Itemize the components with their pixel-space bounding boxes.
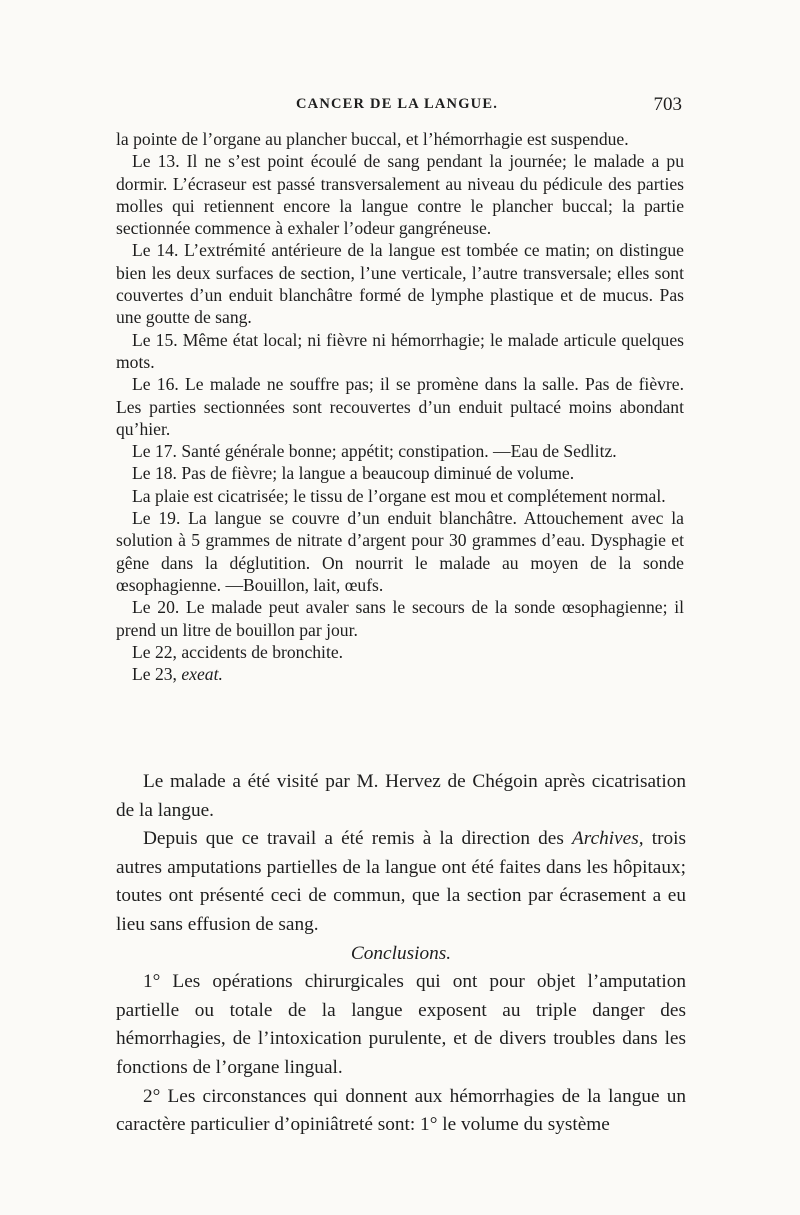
observation-paragraph: la pointe de l’organe au plancher buccal, et l’hémorrhagie est suspendue. (116, 129, 629, 149)
page-header (116, 96, 688, 118)
page-number: 703 (653, 94, 682, 115)
observation-paragraph: Le 14. L’extrémité antérieure de la langue est tombée ce matin; on distingue bien les deux surfaces de section, l’une verticale, l’autre transversale; elles sont couvertes d’un enduit blanchâtre formé de lymphe plastique et de mucus. Pas une goutte de sang. (116, 240, 684, 328)
observation-paragraph: Le 20. Le malade peut avaler sans le secours de la sonde œsophagienne; il prend un litre de bouillon par jour. (116, 597, 684, 640)
closing-paragraph: Le malade a été visité par M. Hervez de Chégoin après cicatrisation de la langue. (116, 771, 686, 821)
observation-paragraph: Le 19. La langue se couvre d’un enduit blanchâtre. Attouchement avec la solution à 5 grammes de nitrate d’argent pour 30 grammes d’eau. Dysphagie et gêne dans la déglutition. On nourrit le malade au moyen de la sonde œsophagienne. —Bouillon, lait, œufs. (116, 508, 684, 595)
last-day-word: exeat. (181, 664, 223, 685)
observation-paragraph: Le 18. Pas de fièvre; la langue a beaucoup diminué de volume. (132, 463, 575, 484)
observation-notes (116, 128, 684, 685)
journal-title: Archives, (572, 828, 644, 850)
running-title: CANCER DE LA LANGUE. (296, 96, 499, 112)
observation-paragraph: Le 16. Le malade ne souffre pas; il se promène dans la salle. Pas de fièvre. Les parties sectionnées sont recouvertes d’un enduit pultacé moins abondant qu’hier. (116, 374, 684, 439)
last-day-prefix: Le 23, (132, 664, 182, 685)
archives-paragraph (116, 825, 686, 939)
archives-after: trois autres amputations partielles de la langue ont été faites dans les hôpitaux; toutes ont présenté ceci de commun, que la section par écrasement a eu lieu sans effusion de sang. (116, 828, 686, 935)
observation-paragraph: Le 15. Même état local; ni fièvre ni hémorrhagie; le malade articule quelques mots. (116, 329, 684, 372)
observation-paragraph: La plaie est cicatrisée; le tissu de l’organe est mou et complétement normal. (132, 485, 666, 506)
observation-paragraph: Le 17. Santé générale bonne; appétit; constipation. —Eau de Sedlitz. (132, 441, 617, 462)
main-text (116, 768, 686, 1140)
observation-paragraph: Le 22, accidents de bronchite. (132, 641, 344, 662)
section-heading: Conclusions. (350, 942, 452, 964)
conclusion-item: 1° Les opérations chirurgicales qui ont pour objet l’amputation partielle ou totale de la langue exposent au triple danger des hémorrhagies, de l’intoxication purulente, et de divers troubles dans les fonctions de l’organe lingual. (116, 971, 686, 1078)
archives-before: Depuis que ce travail a été remis à la direction des (143, 828, 572, 850)
conclusion-item: 2° Les circonstances qui donnent aux hémorrhagies de la langue un caractère particulier d’opiniâtreté sont: 1° le volume du système (116, 1085, 686, 1136)
observation-paragraph: Le 13. Il ne s’est point écoulé de sang pendant la journée; le malade a pu dormir. L’écraseur est passé transversalement au niveau du pédicule des parties molles qui retiennent encore la langue contre le plancher buccal; la partie sectionnée commence à exhaler l’odeur gangréneuse. (116, 151, 684, 239)
observation-paragraph (116, 663, 684, 685)
